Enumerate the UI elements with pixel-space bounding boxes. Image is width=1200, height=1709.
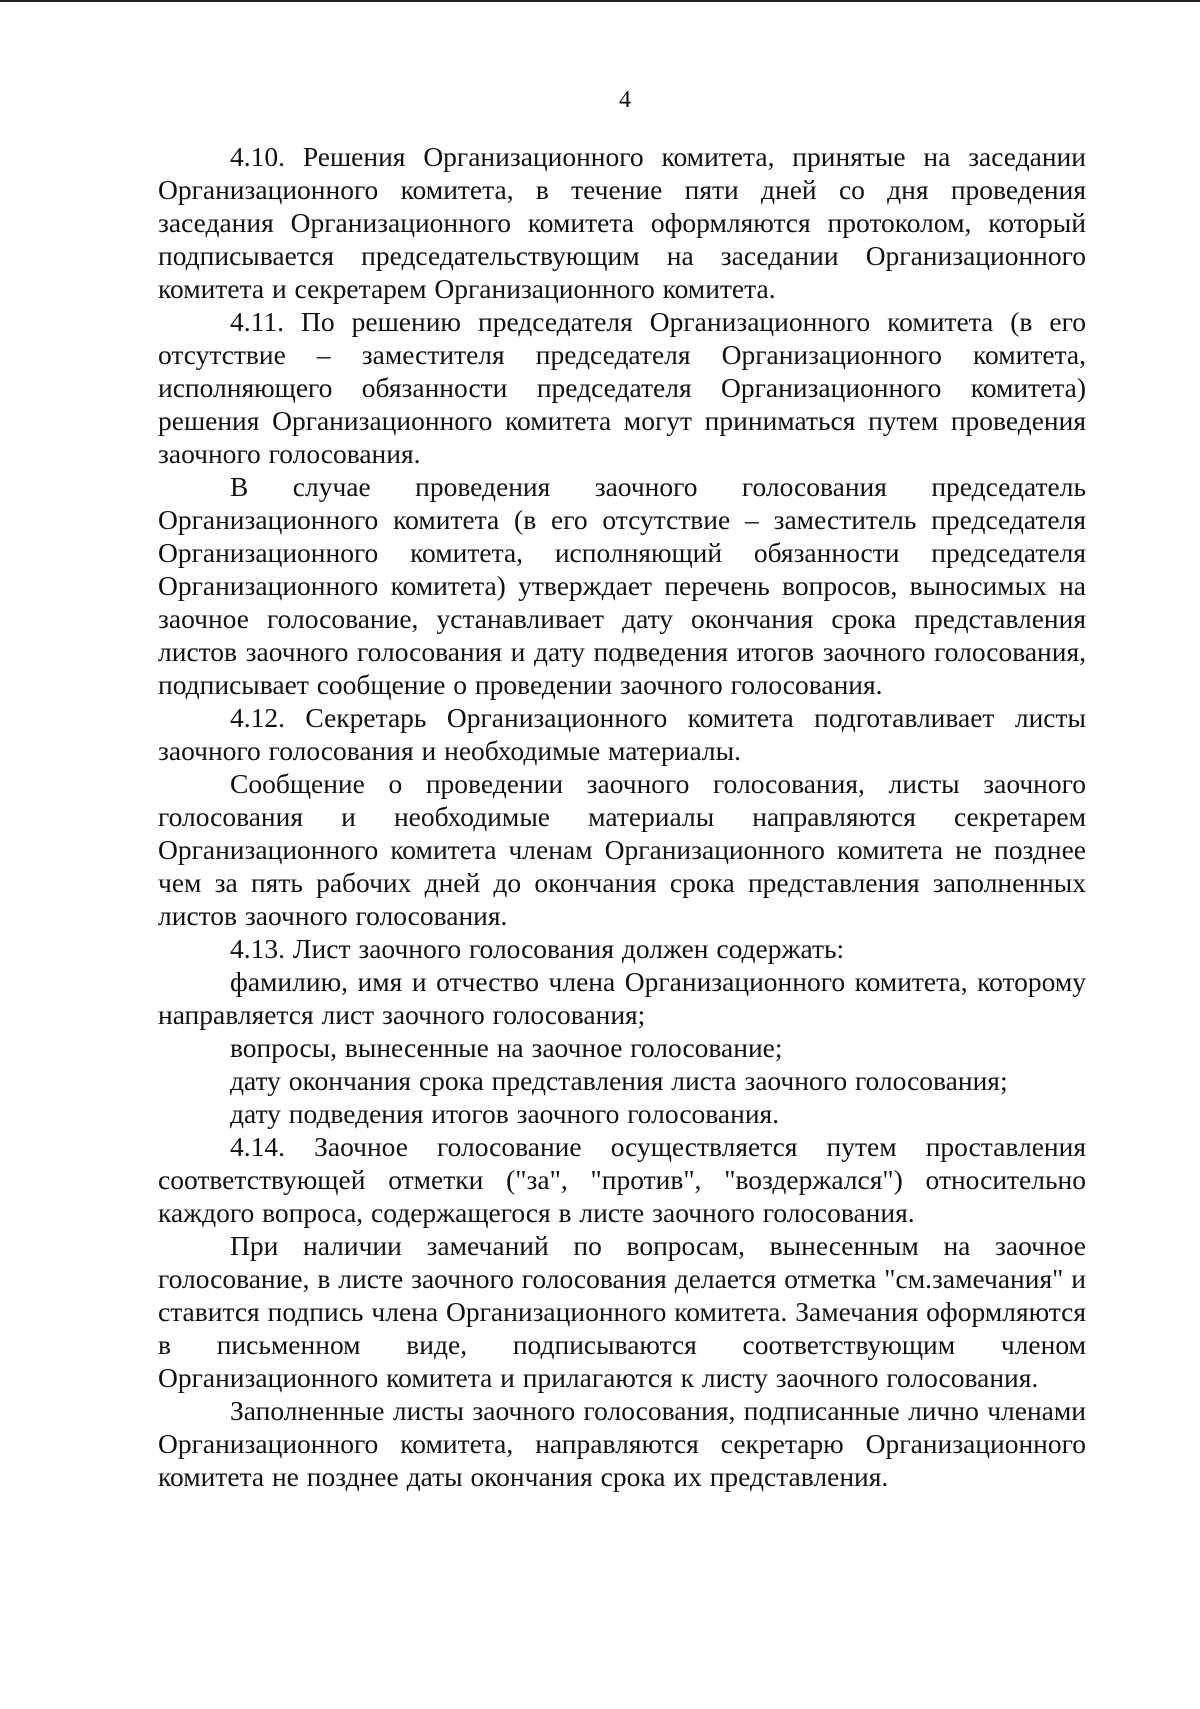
paragraph-remote-vote-case: В случае проведения заочного голосования председатель Организационного комитета (в его отсутствие – заместитель председателя Организационного комитета, исполняющий обязанности председателя Организационного комитета) утверждает перечень вопросов, выносимых на заочное голосование, устанавливает дату окончания срока представления листов заочного голосования и дату подведения итогов заочного голосования, подписывает сообщение о проведении заочного голосования.: [158, 471, 1086, 700]
paragraph-completed-sheets: Заполненные листы заочного голосования, подписанные лично членами Организационного комитета, направляются секретарю Организационного комитета не позднее даты окончания срока их представления.: [158, 1395, 1086, 1492]
document-body: [158, 140, 1086, 1493]
paragraph-4-13: 4.13. Лист заочного голосования должен содержать:: [230, 933, 845, 964]
top-border-line: [0, 0, 1200, 2]
paragraph-remarks: При наличии замечаний по вопросам, вынесенным на заочное голосование, в листе заочного голосования делается отметка "см.замечания" и ставится подпись члена Организационного комитета. Замечания оформляются в письменном виде, подписываются соответствующим членом Организационного комитета и прилагаются к листу заочного голосования.: [158, 1230, 1086, 1393]
paragraph-4-10: 4.10. Решения Организационного комитета, принятые на заседании Организационного комитета, в течение пяти дней со дня проведения заседания Организационного комитета оформляются протоколом, который подписывается председательствующим на заседании Организационного комитета и секретарем Организационного комитета.: [158, 141, 1086, 304]
page-number: 4: [619, 87, 631, 113]
paragraph-4-12: 4.12. Секретарь Организационного комитета подготавливает листы заочного голосования и необходимые материалы.: [158, 702, 1086, 766]
list-item-questions: вопросы, вынесенные на заочное голосование;: [230, 1032, 783, 1063]
list-item-full-name: фамилию, имя и отчество члена Организационного комитета, которому направляется лист заочного голосования;: [158, 966, 1086, 1030]
paragraph-4-14: 4.14. Заочное голосование осуществляется путем проставления соответствующей отметки ("за", "против", "воздержался") относительно каждого вопроса, содержащегося в листе заочного голосования.: [158, 1131, 1086, 1228]
paragraph-4-11: 4.11. По решению председателя Организационного комитета (в его отсутствие – заместителя председателя Организационного комитета, исполняющего обязанности председателя Организационного комитета) решения Организационного комитета могут приниматься путем проведения заочного голосования.: [158, 306, 1086, 469]
list-item-deadline-date: дату окончания срока представления листа заочного голосования;: [230, 1065, 1008, 1096]
paragraph-notice-sending: Сообщение о проведении заочного голосования, листы заочного голосования и необходимые материалы направляются секретарем Организационного комитета членам Организационного комитета не позднее чем за пять рабочих дней до окончания срока представления заполненных листов заочного голосования.: [158, 768, 1086, 931]
list-item-results-date: дату подведения итогов заочного голосования.: [230, 1098, 780, 1129]
